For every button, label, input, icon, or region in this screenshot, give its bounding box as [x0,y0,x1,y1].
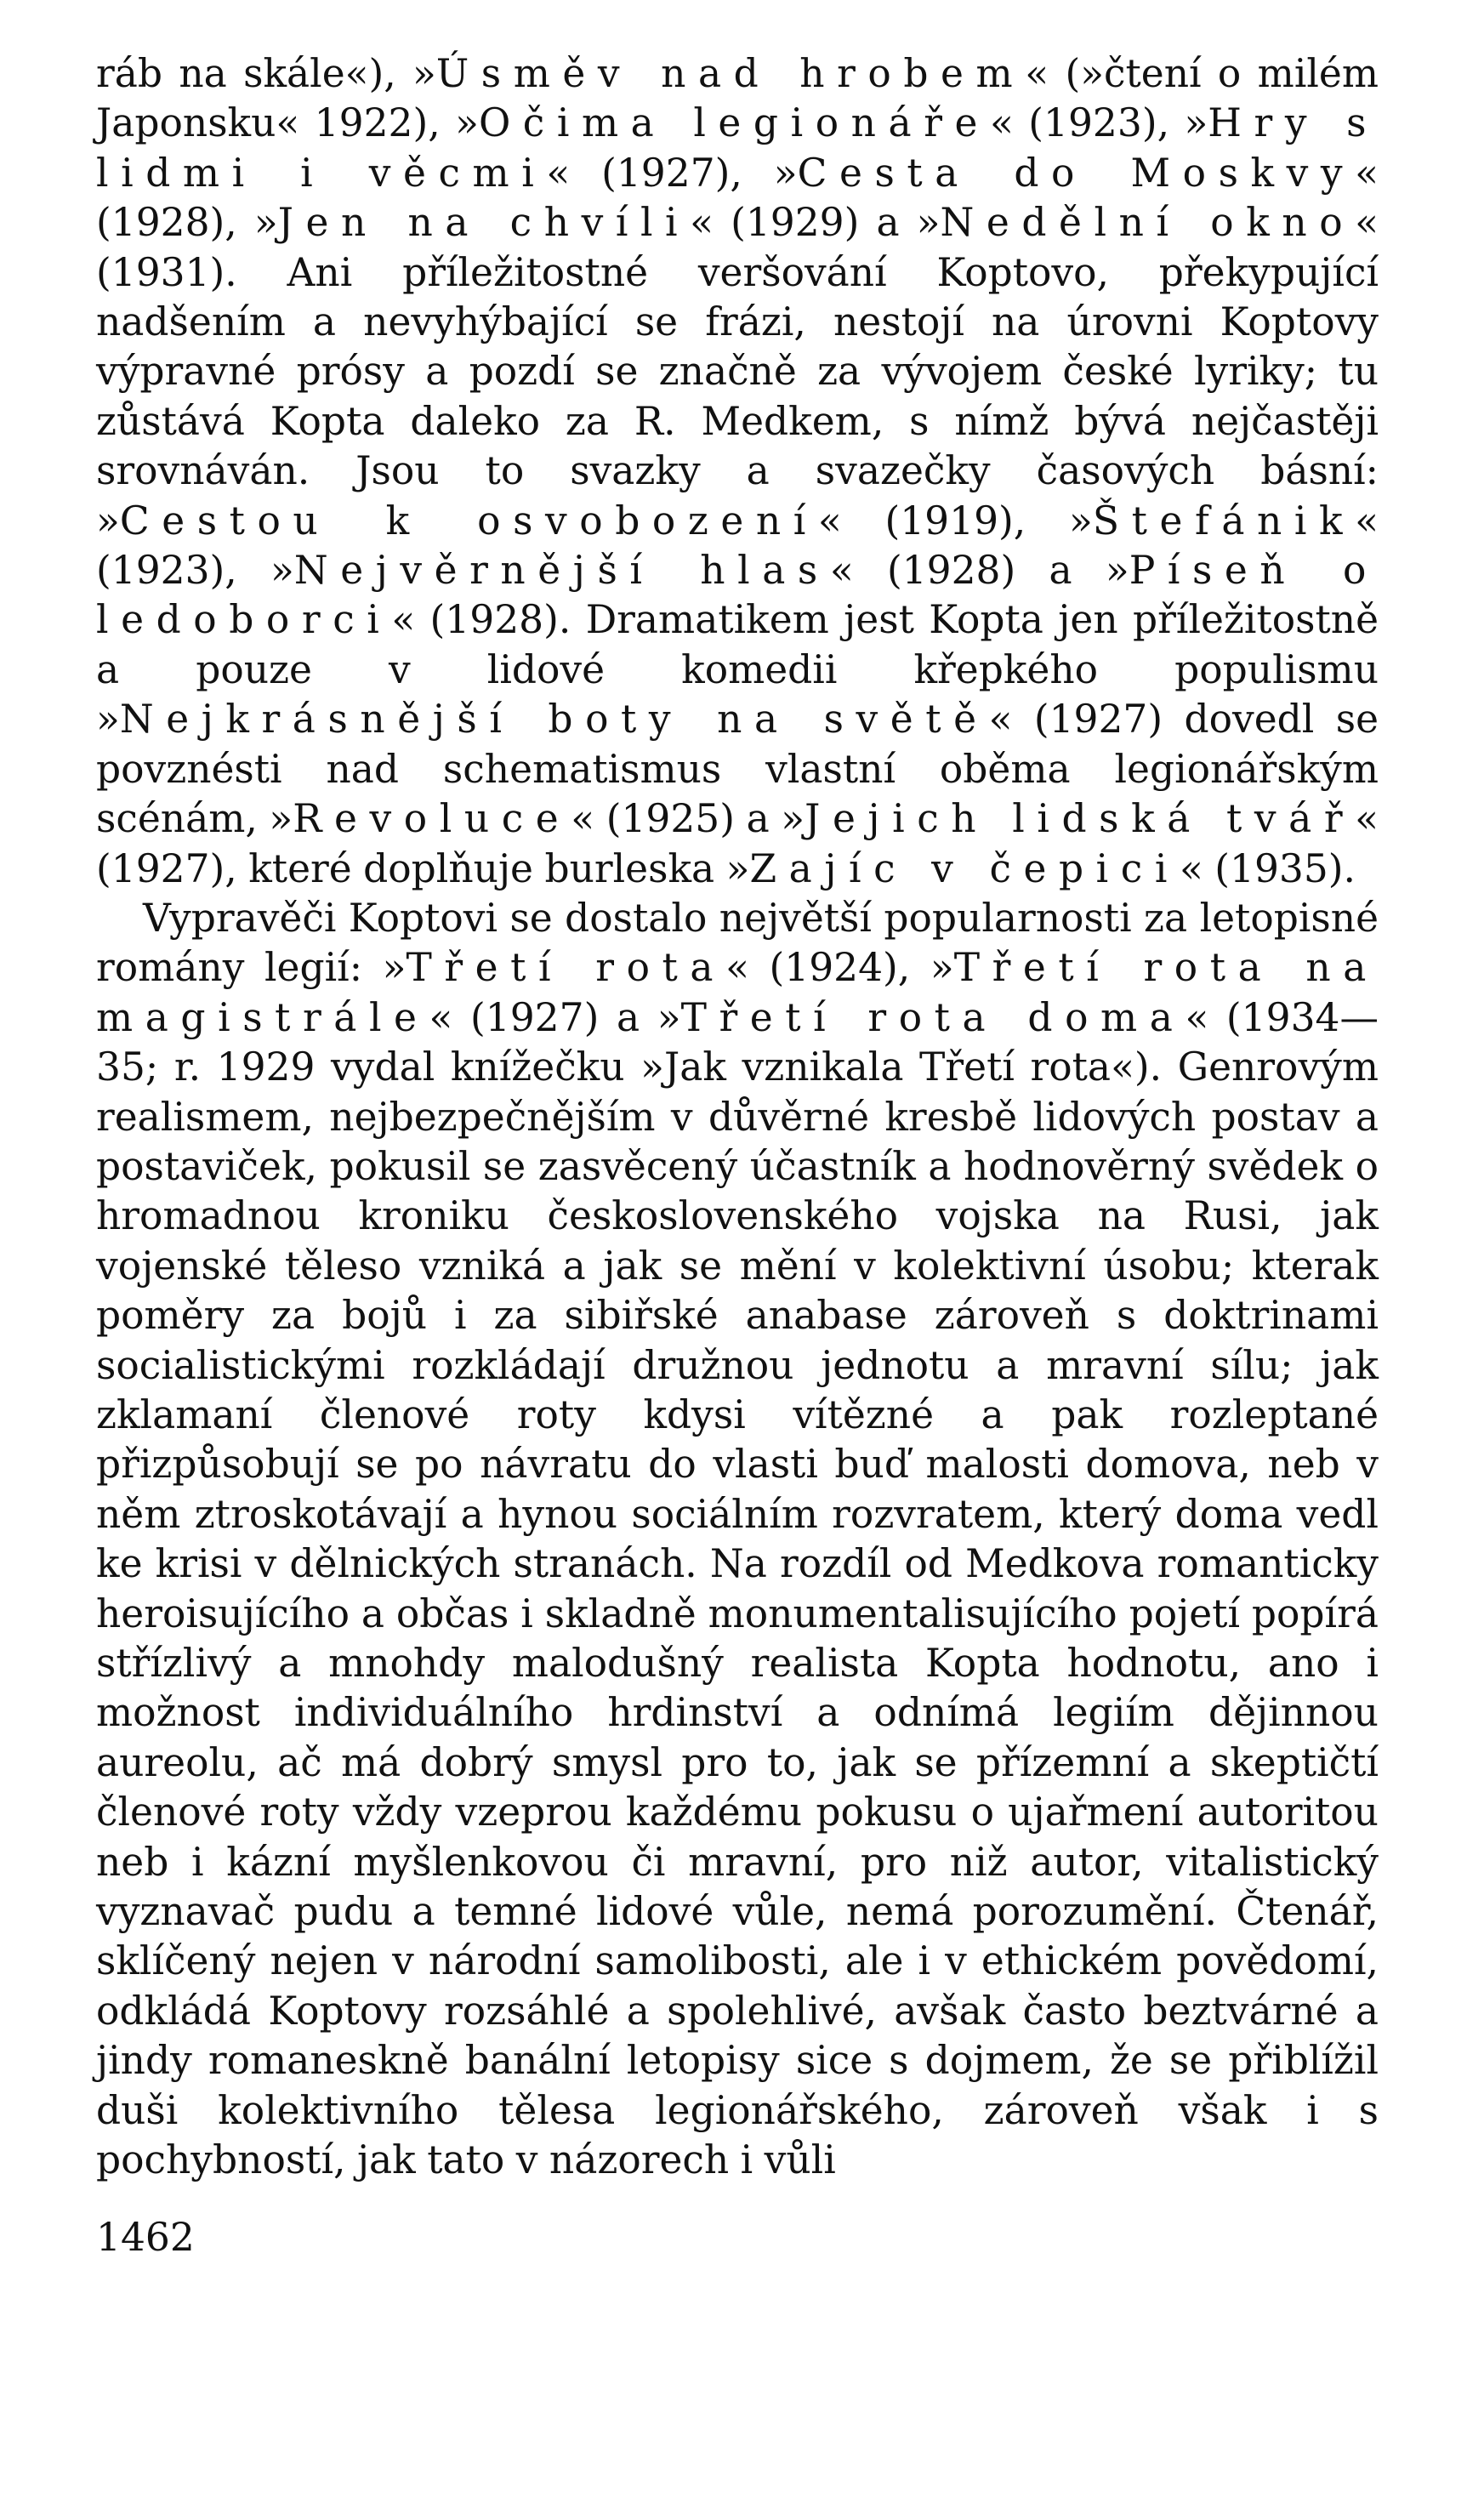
text-run: « (1923), » [990,100,1208,146]
spaced-title: Píseň o ledoborci [96,548,1379,643]
spaced-title: Třetí rota [406,945,726,991]
text-run: Vypravěči Koptovi se dostalo největší popularnosti za letopisné romány legií: » [96,895,1379,991]
text-run: « (1927) dovedl se povznésti nad schematismus vlastní oběma legionářským scénám, » [96,697,1379,842]
text-run: « (»čtení o milém Japonsku« 1922), » [96,51,1379,146]
spaced-title: Štefánik [1092,498,1356,543]
paragraph-2 [96,894,1379,2186]
text-run: « (1928) a » [829,548,1129,594]
text-run: « (1923), » [96,498,1379,594]
spaced-title: Třetí rota na magistrále [96,945,1379,1040]
spaced-title: Nejkrásnější boty na světě [119,697,989,743]
spaced-title: Jen na chvíli [277,200,691,246]
spaced-title: Třetí rota doma [680,994,1185,1040]
text-run: « (1927), které doplňuje burleska » [96,796,1379,891]
page-body [96,49,1379,2185]
text-run: « (1927), » [546,150,798,196]
text-run: « (1928), » [96,150,1379,246]
text-run: « (1928). Dramatikem jest Kopta jen příležitostně a pouze v lidové komedii křepkého populismu » [96,597,1379,743]
paragraph-1 [96,49,1379,894]
text-run: « (1931). Ani příležitostné veršování Koptovo, překypující nadšením a nevyhýbající se frázi, nestojí na úrovni Koptovy výpravné prósy a pozdí se značně za vývojem české lyriky; tu zůstává Kopta daleko za R. Medkem, s nímž bývá nejčastěji srovnáván. Jsou to svazky a svazečky časových básní: » [96,200,1379,543]
spaced-title: Očima legionáře [478,100,991,146]
spaced-title: Revoluce [293,796,571,842]
spaced-title: Cesta do Moskvy [797,150,1356,196]
text-run: ráb na skále«), » [96,51,436,96]
text-run: « (1927) a » [429,994,681,1040]
page-number: 1462 [96,2215,195,2260]
spaced-title: Hry s lidmi i věcmi [96,100,1379,196]
text-run: « (1934—35; r. 1929 vydal knížečku »Jak vznikala Třetí rota«). Genrovým realismem, nejbezpečnějším v důvěrné kresbě lidových postav a postaviček, pokusil se zasvěcený účastník a hodnověrný svědek o hromadnou kroniku československého vojska na Rusi, jak vojenské těleso vzniká a jak se mění v kolektivní úsobu; kterak poměry za bojů i za sibiřské anabase zároveň s doktrinami socialistickými rozkládají družnou jednotu a mravní sílu; jak zklamaní členové roty kdysi vítězné a pak rozleptané přizpůsobují se po návratu do vlasti buď malosti domova, neb v něm ztroskotávají a hynou sociálním rozvratem, který doma vedl ke krisi v dělnických stranách. Na rozdíl od Medkova romanticky heroisujícího a občas i skladně monumentalisujícího pojetí popírá střízlivý a mnohdy malodušný realista Kopta hodnotu, ano i možnost individuálního hrdinství a odnímá legiím dějinnou aureolu, ač má dobrý smysl pro to, jak se přízemní a skeptičtí členové roty vždy vzeprou každému pokusu o ujařmení autoritou neb i kázní myšlenkovou či mravní, pro niž autor, vitalistický vyznavač pudu a temné lidové vůle, nemá porozumění. Čtenář, sklíčený nejen v národní samolibosti, ale i v ethickém povědomí, odkládá Koptovy rozsáhlé a spolehlivé, avšak často beztvárné a jindy romaneskně banální letopisy sice s dojmem, že se přiblížil duši kolektivního tělesa legionářského, zároveň však i s pochybností, jak tato v názorech i vůli [96,994,1379,2183]
spaced-title: Zajíc v čepici [749,845,1180,891]
text-run: « (1919), » [817,498,1093,543]
text-run: « (1929) a » [690,200,941,246]
spaced-title: Cestou k osvobození [119,498,818,543]
spaced-title: Nedělní okno [940,200,1356,246]
text-run: « (1935). [1179,845,1356,891]
spaced-title: Úsměv nad hrobem [435,51,1026,96]
text-run: « (1924), » [725,945,954,991]
spaced-title: Jejich lidská tvář [805,796,1356,842]
spaced-title: Nejvěrnější hlas [293,548,830,594]
text-run: « (1925) a » [571,796,805,842]
